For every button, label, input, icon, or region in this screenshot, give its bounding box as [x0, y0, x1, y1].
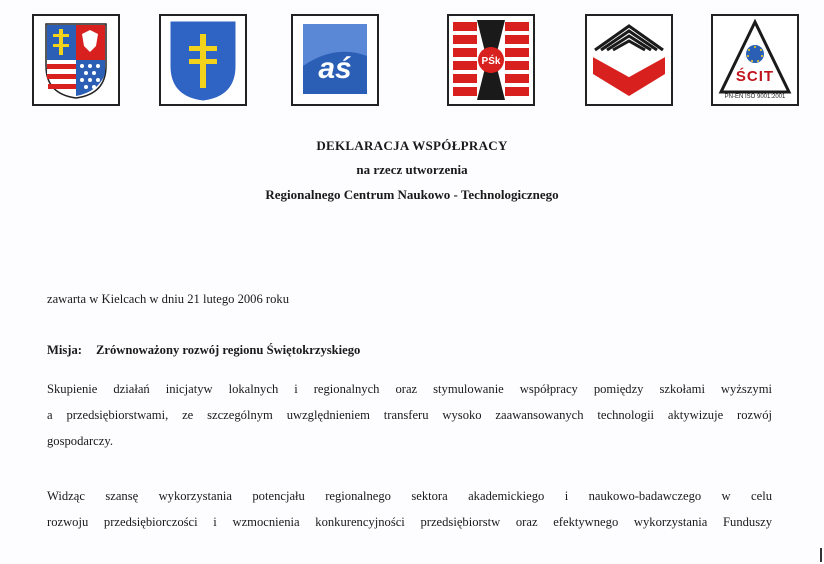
paragraph-1-line-2: a przedsiębiorstwami, ze szczególnym uwzględnieniem transferu wysoko zaawansowanych technologii aktywizuje rozwój	[47, 408, 772, 422]
mission-statement	[47, 337, 772, 363]
paragraph-2-line-2: rozwoju przedsiębiorczości i wzmocnienia konkurencyjności przedsiębiorstw oraz efektywnego wykorzystania Funduszy	[47, 515, 772, 529]
double-cross-shield-icon	[159, 14, 247, 106]
paragraph-1	[47, 376, 772, 454]
paragraph-2	[47, 483, 772, 535]
psk-logo-icon	[447, 14, 535, 106]
paragraph-2-line-1: Widząc szansę wykorzystania potencjału regionalnego sektora akademickiego i naukowo-badawczego w celu	[47, 489, 772, 503]
document-subtitle: na rzecz utworzenia	[356, 162, 468, 177]
scan-edge-mark	[820, 548, 822, 562]
logo-row	[0, 0, 824, 120]
mission-text: Zrównoważony rozwój regionu Świętokrzyskiego	[95, 343, 361, 357]
scit-logo-icon	[711, 14, 799, 106]
as-logo-icon	[291, 14, 379, 106]
date-line: zawarta w Kielcach w dniu 21 lutego 2006 roku	[47, 292, 290, 306]
svg-text:PŚk: PŚk	[481, 56, 501, 67]
paragraph-1-line-1: Skupienie działań inicjatyw lokalnych i regionalnych oraz stymulowanie współpracy pomiędzy szkołami wyższymi	[47, 382, 772, 396]
mission-label: Misja:	[47, 343, 82, 357]
svg-text:aś: aś	[318, 52, 352, 85]
swietokrzyskie-coat-of-arms-icon	[32, 14, 120, 106]
document-title: DEKLARACJA WSPÓŁPRACY	[316, 138, 508, 153]
iso-cert-label: PN-EN ISO 9001:2001	[724, 94, 786, 100]
paragraph-1-line-3: gospodarczy.	[47, 434, 113, 448]
chevron-logo-icon	[585, 14, 673, 106]
scit-label: ŚCIT	[735, 68, 775, 85]
document-subject: Regionalnego Centrum Naukowo - Technologicznego	[265, 187, 559, 202]
